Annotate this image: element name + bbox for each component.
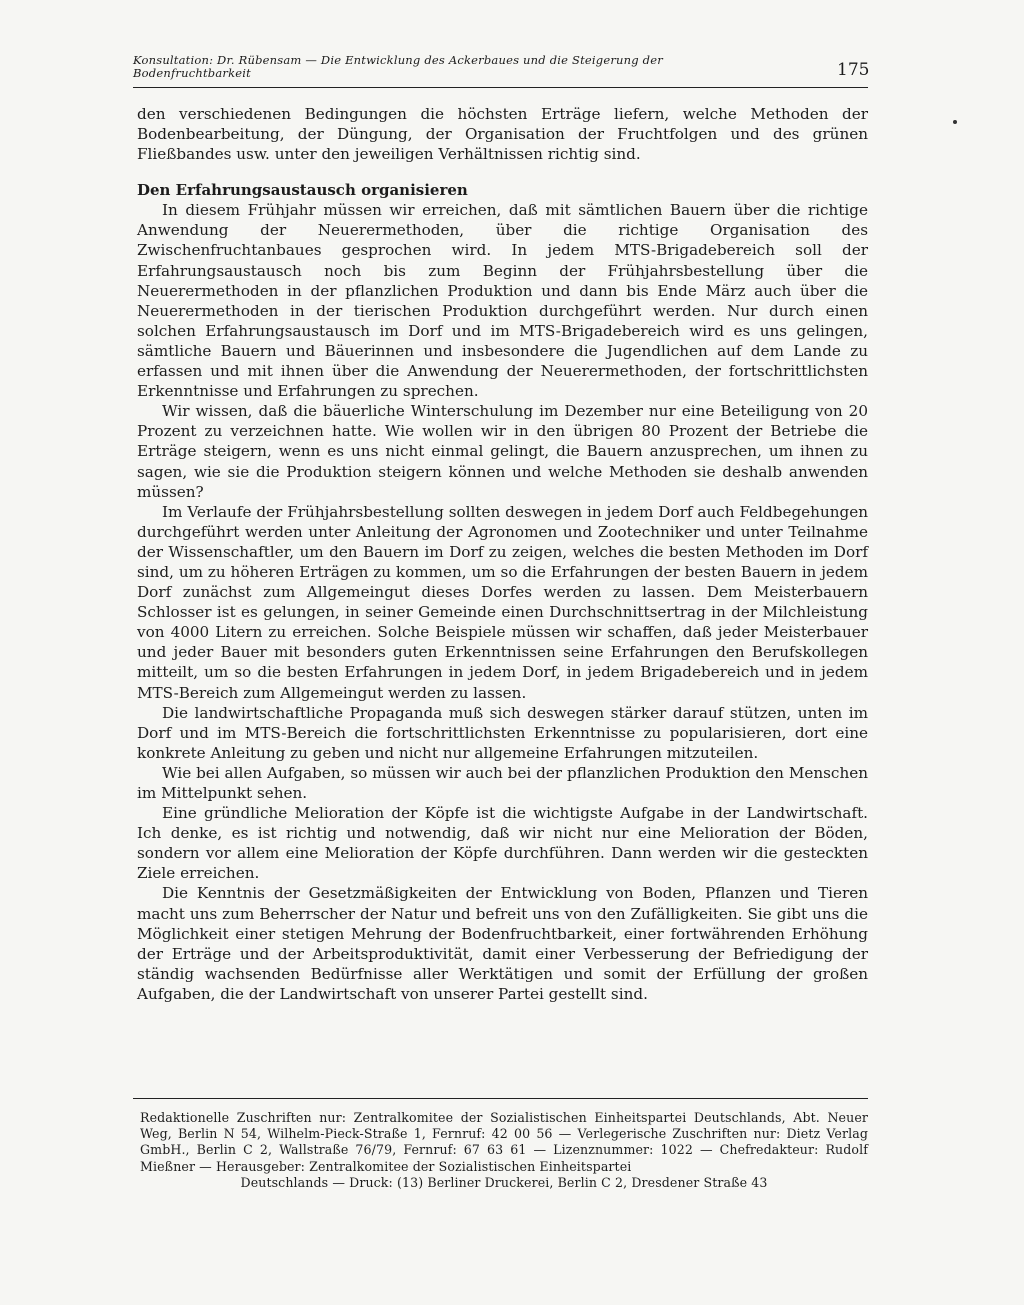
paragraph: In diesem Frühjahr müssen wir erreichen, daß mit sämtlichen Bauern über die richtige Anwendung der Neuerermethoden, über die richtige Organisation des Zwischenfruchtanbaues gesprochen wird. In jedem MTS-Brigadebereich soll der Erfahrungsaustausch noch bis zum Beginn der Frühjahrsbestellung über die Neuerermethoden in der pflanzlichen Produktion und dann bis Ende März auch über die Neuerermethoden in der tierischen Produktion durchgeführt werden. Nur durch einen solchen Erfahrungsaustausch im Dorf und im MTS-Brigadebereich wird es uns gelingen, sämtliche Bauern und Bäuerinnen und insbesondere die Jugendlichen auf dem Lande zu erfassen und mit ihnen über die Anwendung der Neuerermethoden, der fortschrittlichsten Erkenntnisse und Erfahrungen zu sprechen. [137, 201, 868, 401]
running-header: Konsultation: Dr. Rübensam — Die Entwicklung des Ackerbaues und die Steigerung der Bodenfruchtbarkeit [133, 53, 663, 80]
paragraph: Die Kenntnis der Gesetzmäßigkeiten der Entwicklung von Boden, Pflanzen und Tieren macht uns zum Beherrscher der Natur und befreit uns von den Zufälligkeiten. Sie gibt uns die Möglichkeit einer stetigen Mehrung der Bodenfruchtbarkeit, einer fortwährenden Erhöhung der Erträge und der Arbeitsproduktivität, damit einer Verbesserung der Befriedigung der ständig wachsenden Bedürfnisse aller Werktätigen und somit der Erfüllung der großen Aufgaben, die der Landwirtschaft von unserer Partei gestellt sind. [137, 884, 868, 1003]
page-number: 175 [837, 60, 870, 80]
paragraph: Die landwirtschaftliche Propaganda muß sich deswegen stärker darauf stützen, unten im Dorf und im MTS-Bereich die fortschrittlichsten Erkenntnisse zu popularisieren, dort eine konkrete Anleitung zu geben und nicht nur allgemeine Erfahrungen mitzuteilen. [137, 703, 868, 762]
section-heading: Den Erfahrungsaustausch organisieren [137, 181, 468, 200]
header-divider [133, 87, 868, 88]
article-body [137, 104, 868, 1004]
paragraph: Wir wissen, daß die bäuerliche Winterschulung im Dezember nur eine Beteiligung von 20 Prozent zu verzeichnen hatte. Wie wollen wir in den übrigen 80 Prozent der Betriebe die Erträge steigern, wenn es uns nicht einmal gelingt, die Bauern anzusprechen, um ihnen zu sagen, wie sie die Produktion steigern können und welche Methoden sie deshalb anwenden müssen? [137, 402, 868, 501]
paragraph: Wie bei allen Aufgaben, so müssen wir auch bei der pflanzlichen Produktion den Menschen im Mittelpunkt sehen. [137, 763, 868, 802]
paragraph: Im Verlaufe der Frühjahrsbestellung sollten deswegen in jedem Dorf auch Feldbegehungen durchgeführt werden unter Anleitung der Agronomen und Zootechniker und unter Teilnahme der Wissenschaftler, um den Bauern im Dorf zu zeigen, welches die besten Methoden im Dorf sind, um zu höheren Erträgen zu kommen, um so die Erfahrungen der besten Bauern in jedem Dorf zunächst zum Allgemeingut dieses Dorfes werden zu lassen. Dem Meisterbauern Schlosser ist es gelungen, in seiner Gemeinde einen Durchschnittsertrag in der Milchleistung von 4000 Litern zu erreichen. Solche Beispiele müssen wir schaffen, daß jeder Meisterbauer und jeder Bauer mit besonders guten Erkenntnissen seine Erfahrungen den Berufskollegen mitteilt, um so die besten Erfahrungen in jedem Dorf, in jedem Brigadebereich und in jedem MTS-Bereich zum Allgemeingut werden zu lassen. [137, 502, 868, 702]
paragraph-continued: den verschiedenen Bedingungen die höchsten Erträge liefern, welche Methoden der Bodenbearbeitung, der Düngung, der Organisation der Fruchtfolgen und des grünen Fließbandes usw. unter den jeweiligen Verhältnissen richtig sind. [137, 105, 868, 164]
footer-divider [133, 1098, 868, 1099]
ink-speck [953, 120, 957, 124]
paragraph: Eine gründliche Melioration der Köpfe ist die wichtigste Aufgabe in der Landwirtschaft. Ich denke, es ist richtig und notwendig, daß wir nicht nur eine Melioration der Böden, sondern vor allem eine Melioration der Köpfe durchführen. Dann werden wir die gesteckten Ziele erreichen. [137, 804, 868, 883]
imprint-last-line: Deutschlands — Druck: (13) Berliner Druckerei, Berlin C 2, Dresdener Straße 43 [240, 1174, 768, 1190]
imprint-footer [140, 1110, 868, 1191]
imprint-text: Redaktionelle Zuschriften nur: Zentralkomitee der Sozialistischen Einheitspartei Deutschlands, Abt. Neuer Weg, Berlin N 54, Wilhelm-Pieck-Straße 1, Fernruf: 42 00 56 — Verlegerische Zuschriften nur: Dietz Verlag GmbH., Berlin C 2, Wallstraße 76/79, Fernruf: 67 63 61 — Lizenznummer: 1022 — Chefredakteur: Rudolf Mießner — Herausgeber: Zentralkomitee der Sozialistischen Einheitspartei [140, 1110, 868, 1174]
